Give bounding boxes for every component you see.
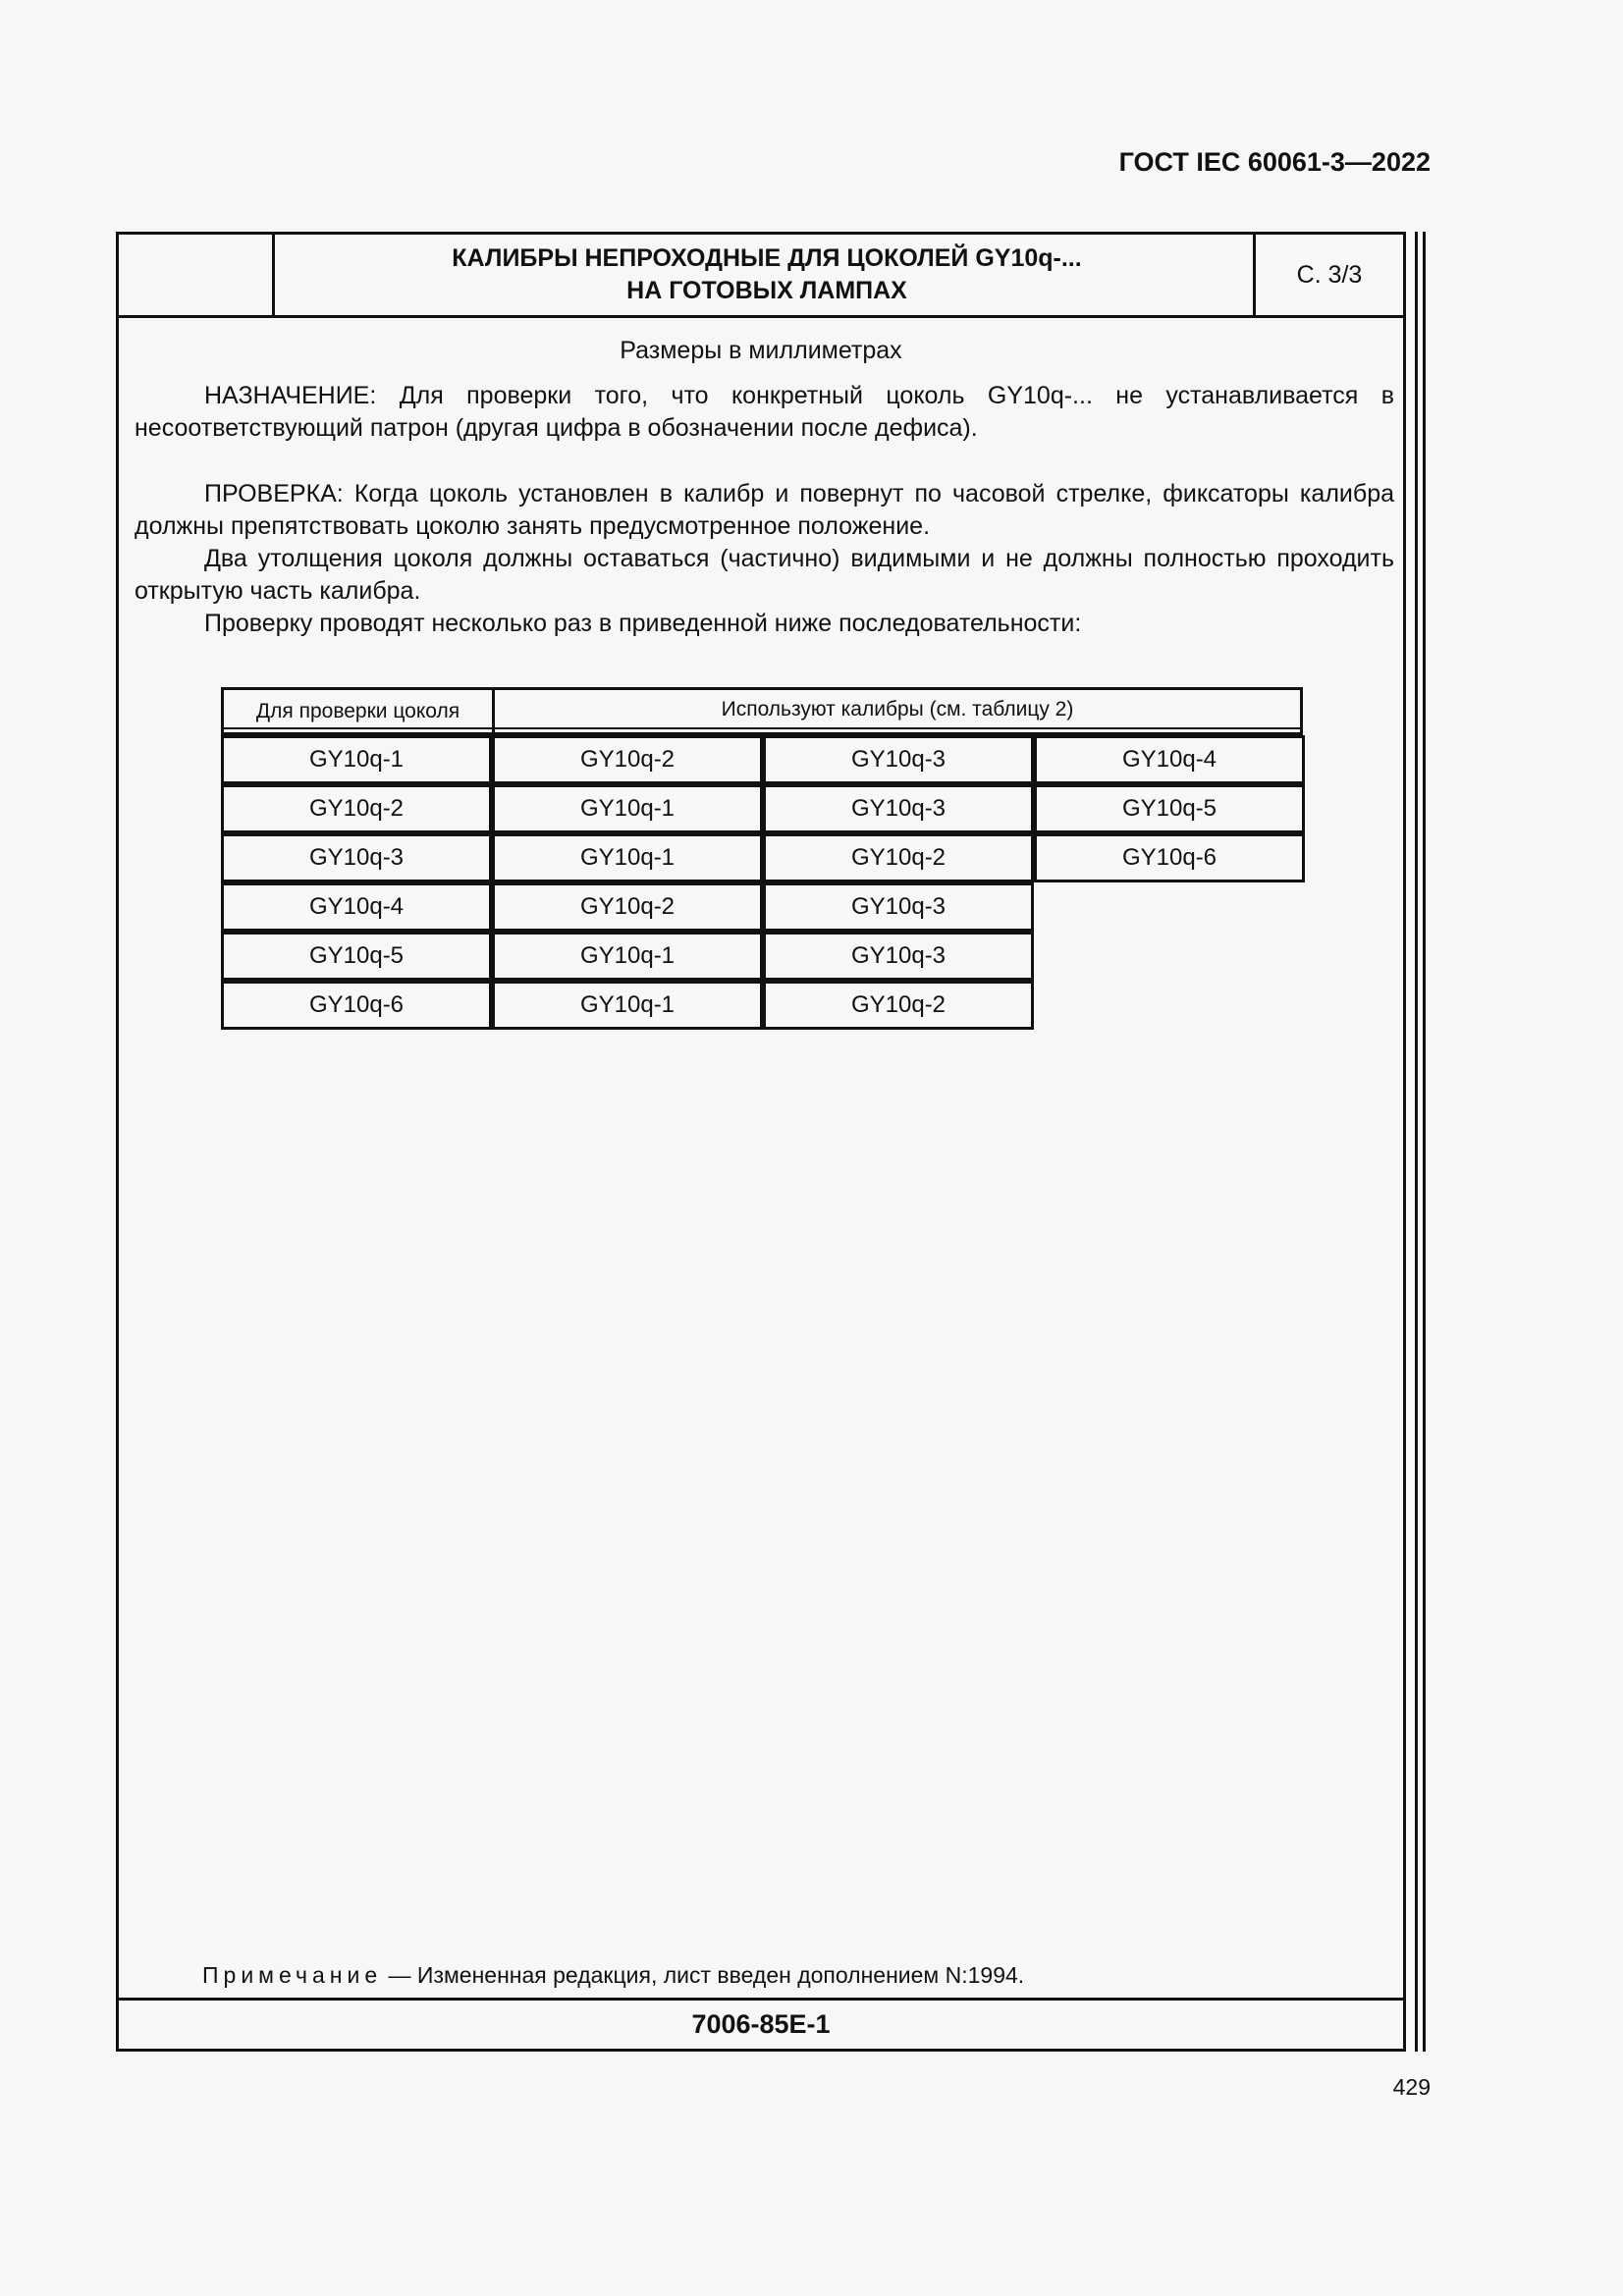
table-cell-gauge: GY10q-1 xyxy=(492,932,763,981)
paragraph-protrusions: Два утолщения цоколя должны оставаться (частично) видимыми и не должны полностью проходить открытую часть калибра. xyxy=(135,545,1394,605)
sheet-number: С. 3/3 xyxy=(1253,235,1403,315)
table-cell-gauge: GY10q-2 xyxy=(492,735,763,784)
table-cell-gauge: GY10q-1 xyxy=(492,784,763,833)
sheet-title xyxy=(275,235,1259,315)
table-cell-gauge: GY10q-1 xyxy=(492,981,763,1030)
table-cell-gauge: GY10q-1 xyxy=(492,833,763,882)
note-text: — Измененная редакция, лист введен дополнением N:1994. xyxy=(382,1962,1025,1988)
sheet-title-line-2: НА ГОТОВЫХ ЛАМПАХ xyxy=(626,277,907,304)
table-cell-base: GY10q-2 xyxy=(221,784,492,833)
table-cell-gauge: GY10q-5 xyxy=(1034,784,1305,833)
table-cell-gauge: GY10q-4 xyxy=(1034,735,1305,784)
table-cell-base: GY10q-1 xyxy=(221,735,492,784)
table-cell-gauge: GY10q-3 xyxy=(763,735,1034,784)
column-header-gauges: Используют калибры (см. таблицу 2) xyxy=(721,698,1074,721)
table-cell-gauge: GY10q-6 xyxy=(1034,833,1305,882)
sheet-frame xyxy=(116,232,1406,2052)
margin-line-1 xyxy=(1415,232,1418,2052)
table-cell-base: GY10q-3 xyxy=(221,833,492,882)
paragraph-purpose: НАЗНАЧЕНИЕ: Для проверки того, что конкретный цоколь GY10q-... не устанавливается в несоответствующий патрон (другая цифра в обозначении после дефиса). xyxy=(135,382,1394,442)
table-cell-base: GY10q-4 xyxy=(221,882,492,932)
table-cell-gauge: GY10q-2 xyxy=(763,833,1034,882)
table-cell-gauge: GY10q-3 xyxy=(763,932,1034,981)
body-text xyxy=(135,380,1394,640)
units-note: Размеры в миллиметрах xyxy=(620,337,902,364)
table-cell-gauge: GY10q-2 xyxy=(492,882,763,932)
table-cell-base: GY10q-5 xyxy=(221,932,492,981)
paragraph-check: ПРОВЕРКА: Когда цоколь установлен в калибр и повернут по часовой стрелке, фиксаторы калибра должны препятствовать цоколю занять предусмотренное положение. xyxy=(135,480,1394,540)
document-standard-id: ГОСТ IEC 60061-3—2022 xyxy=(1118,147,1431,177)
sheet-code: 7006-85E-1 xyxy=(119,1998,1403,2049)
sheet-title-line-1: КАЛИБРЫ НЕПРОХОДНЫЕ ДЛЯ ЦОКОЛЕЙ GY10q-... xyxy=(452,244,1082,272)
note-label: Примечание xyxy=(202,1962,383,1988)
table-cell-gauge: GY10q-3 xyxy=(763,882,1034,932)
margin-line-2 xyxy=(1423,232,1426,2052)
column-header-base: Для проверки цоколя xyxy=(224,690,495,732)
table-cell-base: GY10q-6 xyxy=(221,981,492,1030)
paragraph-sequence: Проверку проводят несколько раз в приведенной ниже последовательности: xyxy=(204,610,1082,637)
table-cell-gauge: GY10q-3 xyxy=(763,784,1034,833)
header-blank-cell xyxy=(119,235,275,315)
page-number: 429 xyxy=(1392,2074,1431,2100)
note xyxy=(202,1962,1024,1989)
sheet-header xyxy=(119,235,1403,318)
gauge-table-header xyxy=(221,687,1303,735)
table-cell-gauge: GY10q-2 xyxy=(763,981,1034,1030)
